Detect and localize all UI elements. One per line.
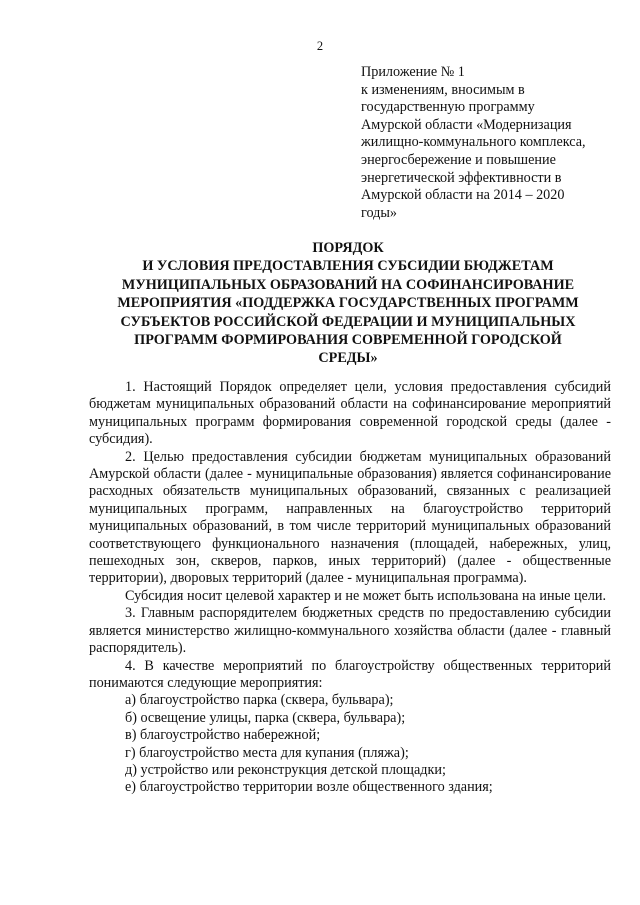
- document-title: [88, 239, 608, 368]
- paragraph-5: 4. В качестве мероприятий по благоустройству общественных территорий понимаются следующие мероприятия:: [89, 657, 611, 691]
- list-item: д) устройство или реконструкция детской площадки;: [125, 761, 446, 778]
- list-item: г) благоустройство места для купания (пляжа);: [125, 744, 409, 761]
- paragraph-4: 3. Главным распорядителем бюджетных средств по предоставлению субсидии является министерство жилищно-коммунального хозяйства области (далее - главный распорядитель).: [89, 605, 611, 657]
- appendix-block: [361, 64, 623, 222]
- list-item: в) благоустройство набережной;: [125, 727, 321, 744]
- appendix-line: государственную программу: [361, 99, 535, 116]
- paragraph-2: 2. Целью предоставления субсидии бюджетам муниципальных образований Амурской области (далее - муниципальные образования) является софинансирование расходных обязательств муниципальных образований, связанных с реализацией муниципальных программ, направленных на благоустройство территорий муниципальных образований, в том числе территорий муниципальных образований соответствующего функционального назначения (площадей, набережных, улиц, пешеходных зон, скверов, парков, иных территорий) (далее - общественные территории), дворовых территорий (далее - муниципальная программа).: [89, 448, 611, 587]
- title-line: ПОРЯДОК: [312, 240, 384, 256]
- title-line: МУНИЦИПАЛЬНЫХ ОБРАЗОВАНИЙ НА СОФИНАНСИРОВАНИЕ: [121, 276, 575, 293]
- appendix-line: жилищно-коммунального комплекса,: [361, 134, 586, 151]
- title-line: СУБЪЕКТОВ РОССИЙСКОЙ ФЕДЕРАЦИИ И МУНИЦИПАЛЬНЫХ: [120, 313, 576, 330]
- appendix-line: годы»: [361, 204, 397, 221]
- appendix-line: к изменениям, вносимым в: [361, 81, 525, 98]
- title-line: ПРОГРАММ ФОРМИРОВАНИЯ СОВРЕМЕННОЙ ГОРОДСКОЙ: [134, 332, 562, 349]
- appendix-line: энергетической эффективности в: [361, 169, 562, 186]
- title-line: И УСЛОВИЯ ПРЕДОСТАВЛЕНИЯ СУБСИДИИ БЮДЖЕТАМ: [142, 258, 554, 275]
- title-line: МЕРОПРИЯТИЯ «ПОДДЕРЖКА ГОСУДАРСТВЕННЫХ ПРОГРАММ: [117, 295, 579, 312]
- appendix-line: Амурской области на 2014 – 2020: [361, 187, 565, 204]
- appendix-line: Приложение № 1: [361, 64, 465, 80]
- list-item: е) благоустройство территории возле общественного здания;: [125, 779, 493, 796]
- document-body: [89, 379, 611, 797]
- list-item: б) освещение улицы, парка (сквера, бульвара);: [125, 709, 406, 726]
- list-item: а) благоустройство парка (сквера, бульвара);: [125, 692, 394, 709]
- title-line: СРЕДЫ»: [318, 350, 378, 367]
- paragraph-1: 1. Настоящий Порядок определяет цели, условия предоставления субсидий бюджетам муниципальных образований области на софинансирование мероприятий муниципальных программ формирования современной городской среды (далее - субсидия).: [89, 379, 611, 448]
- appendix-line: энергосбережение и повышение: [361, 151, 556, 168]
- page-number: 2: [316, 39, 324, 53]
- paragraph-3: Субсидия носит целевой характер и не может быть использована на иные цели.: [125, 587, 607, 604]
- appendix-line: Амурской области «Модернизация: [361, 116, 572, 133]
